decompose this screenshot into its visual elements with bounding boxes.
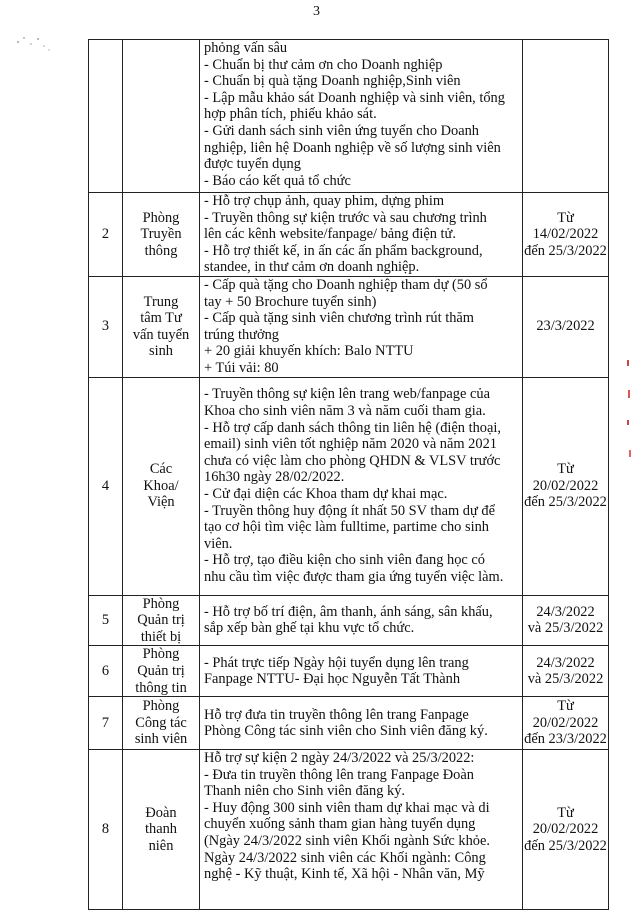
table-row [89, 377, 609, 595]
unit-line: Trung [143, 293, 179, 310]
unit-cell [123, 276, 200, 377]
task-line: nghiệp, liên hệ Doanh nghiệp về số lượng sinh viên [204, 139, 501, 156]
task-line: email) sinh viên tốt nghiệp năm 2020 và năm 2021 [204, 436, 497, 453]
table-row [89, 595, 609, 646]
task-line: Phòng Công tác sinh viên cho Sinh viên đăng ký. [204, 723, 488, 740]
unit-line: tâm Tư [140, 310, 182, 327]
task-cell [200, 377, 523, 595]
time-line: đến 23/3/2022 [524, 731, 607, 748]
time-cell [523, 595, 609, 646]
task-line: viên. [204, 535, 233, 552]
task-line: tay + 50 Brochure tuyển sinh) [204, 293, 377, 310]
task-line: nghệ - Kỹ thuật, Kinh tế, Xã hội - Nhân văn, Mỹ [204, 866, 485, 883]
task-line: + Túi vải: 80 [204, 359, 279, 376]
task-line: Thanh niên cho Sinh viên đăng ký. [204, 783, 406, 800]
task-cell [200, 646, 523, 697]
task-line: standee, in thư cảm ơn doanh nghiệp. [204, 259, 420, 276]
unit-line: thiết bị [140, 628, 182, 645]
task-line: nhu cầu tìm việc được tham gia ứng tuyển việc làm. [204, 569, 504, 585]
unit-line: thanh [145, 821, 177, 838]
task-line: - Chuẩn bị thư cảm ơn cho Doanh nghiệp [204, 56, 443, 73]
table-row [89, 750, 609, 910]
time-line: đến 25/3/2022 [524, 837, 607, 854]
row-number-cell: 6 [89, 646, 123, 697]
unit-line: Đoàn [145, 804, 177, 821]
task-line: - Chuẩn bị quà tặng Doanh nghiệp,Sinh viên [204, 73, 461, 90]
page-number: 3 [313, 4, 320, 19]
time-line: Từ [557, 209, 574, 226]
time-line: 20/02/2022 [532, 714, 599, 731]
unit-line: Quản trị [137, 662, 185, 679]
task-line: chưa có việc làm cho phòng QHDN & VLSV trước [204, 452, 501, 469]
table-row [89, 40, 609, 193]
unit-line: Phòng [142, 595, 180, 612]
task-line: Hỗ trợ sự kiện 2 ngày 24/3/2022 và 25/3/2022: [204, 750, 475, 767]
time-line: 20/02/2022 [532, 821, 599, 838]
unit-line: Phòng [142, 698, 180, 715]
unit-cell [123, 697, 200, 750]
task-line: - Hỗ trợ bố trí điện, âm thanh, ánh sáng, sân khấu, [204, 603, 493, 620]
task-cell [200, 193, 523, 277]
unit-line: Viện [147, 494, 175, 511]
unit-cell [123, 595, 200, 646]
unit-line: Phòng [142, 646, 180, 663]
task-line: - Huy động 300 sinh viên tham dự khai mạc và di [204, 799, 490, 816]
task-line: - Phát trực tiếp Ngày hội tuyển dụng lên trang [204, 654, 469, 671]
time-cell [523, 377, 609, 595]
unit-line: niên [148, 837, 174, 854]
unit-line: Truyền [140, 226, 182, 243]
scan-edge-marks [619, 350, 633, 480]
table-row [89, 276, 609, 377]
time-line: 20/02/2022 [532, 477, 599, 494]
row-number-cell: 5 [89, 595, 123, 646]
task-line: sắp xếp bàn ghế tại khu vực tổ chức. [204, 620, 415, 637]
row-number-cell: 8 [89, 750, 123, 910]
task-line: Hỗ trợ đưa tin truyền thông lên trang Fanpage [204, 706, 469, 723]
table-row [89, 697, 609, 750]
unit-line: Các [149, 461, 173, 478]
unit-cell [123, 40, 200, 193]
task-line: - Truyền thông sự kiện trước và sau chương trình [204, 209, 487, 226]
task-line: Fanpage NTTU- Đại học Nguyễn Tất Thành [204, 671, 461, 688]
task-line: - Gửi danh sách sinh viên ứng tuyển cho Doanh [204, 122, 479, 139]
task-line: - Hỗ trợ chụp ảnh, quay phim, dựng phim [204, 193, 445, 209]
task-line: - Cấp quà tặng sinh viên chương trình rút thăm [204, 310, 474, 327]
time-line: 24/3/2022 [536, 603, 595, 620]
time-line: và 25/3/2022 [527, 620, 604, 637]
time-cell [523, 697, 609, 750]
scan-speck-marks [14, 30, 54, 60]
unit-cell [123, 377, 200, 595]
task-line: - Cử đại diện các Khoa tham dự khai mạc. [204, 486, 448, 503]
task-line: tạo cơ hội tìm việc làm fulltime, partime cho sinh [204, 519, 489, 536]
task-line: - Truyền thông sự kiện lên trang web/fanpage của [204, 386, 490, 403]
unit-cell [123, 646, 200, 697]
task-line: phỏng vấn sâu [204, 40, 288, 56]
time-line: Từ [557, 698, 574, 715]
unit-line: vấn tuyển [132, 326, 190, 343]
task-cell [200, 750, 523, 910]
task-line: - Hỗ trợ cấp danh sách thông tin liên hệ (điện thoại, [204, 419, 501, 436]
task-cell [200, 276, 523, 377]
time-line: đến 25/3/2022 [524, 494, 607, 511]
task-line: - Lập mẫu khảo sát Doanh nghiệp và sinh viên, tổng [204, 89, 505, 106]
task-line: trúng thưởng [204, 326, 279, 343]
time-line: 24/3/2022 [536, 654, 595, 671]
unit-line: Công tác [135, 714, 187, 731]
task-line: - Đưa tin truyền thông lên trang Fanpage Đoàn [204, 766, 474, 783]
time-line: Từ [557, 804, 574, 821]
unit-line: Khoa/ [143, 477, 179, 494]
task-line: (Ngày 24/3/2022 sinh viên Khối ngành Sức khỏe. [204, 833, 490, 850]
unit-line: sinh viên [134, 731, 188, 748]
task-line: hợp phân tích, phiếu khảo sát. [204, 106, 377, 123]
time-line: và 25/3/2022 [527, 671, 604, 688]
row-number-cell: 4 [89, 377, 123, 595]
unit-line: sinh [149, 343, 173, 360]
task-line: - Hỗ trợ, tạo điều kiện cho sinh viên đang học có [204, 552, 485, 569]
task-line: - Cấp quà tặng cho Doanh nghiệp tham dự (50 sổ [204, 276, 488, 293]
task-line: Ngày 24/3/2022 sinh viên các Khối ngành: Công [204, 849, 486, 866]
task-line: lên các kênh website/fanpage/ bảng điện tử. [204, 226, 456, 243]
time-line: đến 25/3/2022 [524, 242, 607, 259]
time-cell [523, 750, 609, 910]
time-line: Từ [557, 461, 574, 478]
task-line: + 20 giải khuyến khích: Balo NTTU [204, 343, 414, 360]
task-line: 16h30 ngày 28/02/2022. [204, 469, 345, 486]
task-line: - Truyền thông huy động ít nhất 50 SV tham dự để [204, 502, 495, 519]
unit-line: thông [144, 242, 178, 259]
unit-line: Phòng [142, 209, 180, 226]
task-cell [200, 697, 523, 750]
row-number-cell: 2 [89, 193, 123, 277]
task-cell [200, 40, 523, 193]
task-cell [200, 595, 523, 646]
row-number-cell [89, 40, 123, 193]
time-cell [523, 193, 609, 277]
table-row [89, 193, 609, 277]
task-line: được tuyển dụng [204, 156, 301, 173]
task-line: - Hỗ trợ thiết kế, in ấn các ấn phẩm background, [204, 242, 483, 259]
unit-cell [123, 193, 200, 277]
task-assignment-table [88, 39, 609, 910]
task-line: Khoa cho sinh viên năm 3 và năm cuối tham gia. [204, 403, 486, 420]
time-cell [523, 276, 609, 377]
time-cell [523, 40, 609, 193]
unit-line: thông tin [135, 679, 187, 696]
table-row [89, 646, 609, 697]
time-cell [523, 646, 609, 697]
task-line: - Báo cáo kết quả tổ chức [204, 172, 351, 189]
unit-line: Quản trị [137, 612, 185, 629]
time-line: 14/02/2022 [532, 226, 599, 243]
unit-cell [123, 750, 200, 910]
row-number-cell: 7 [89, 697, 123, 750]
time-line: 23/3/2022 [536, 318, 595, 335]
task-line: chuyển xuống sảnh tham gian hàng tuyển dụng [204, 816, 476, 833]
row-number-cell: 3 [89, 276, 123, 377]
